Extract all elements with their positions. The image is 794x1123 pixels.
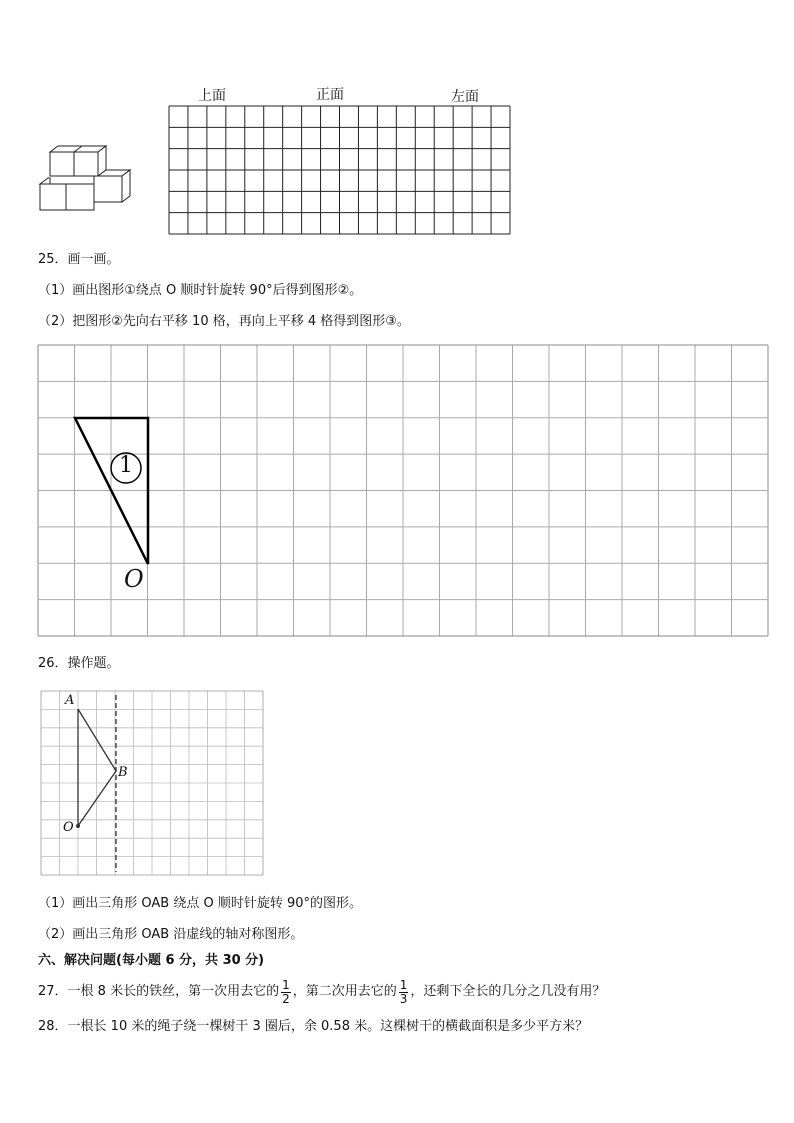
views-grid xyxy=(169,106,511,235)
q26-item2: （2）画出三角形 OAB 沿虚线的轴对称图形。 xyxy=(38,927,304,942)
point-a-label: A xyxy=(65,693,75,708)
triangle-oab xyxy=(41,691,264,876)
q26-title: 26．操作题。 xyxy=(38,656,120,671)
q27-frac1-num: 1 xyxy=(282,977,290,992)
point-b-label: B xyxy=(118,765,128,780)
q26-item1: （1）画出三角形 OAB 绕点 O 顺时针旋转 90°的图形。 xyxy=(38,896,363,911)
q27-fraction2 xyxy=(399,979,409,1006)
shape-number-label: 1 xyxy=(119,453,133,478)
q27-question xyxy=(38,974,605,1010)
q27-frac1-den: 2 xyxy=(282,991,290,1006)
q27-part1: 27．一根 8 米长的铁丝，第一次用去它的 xyxy=(38,984,280,999)
q27-fraction1 xyxy=(281,979,291,1006)
view-label-front: 正面 xyxy=(316,87,344,103)
q27-frac2-num: 1 xyxy=(399,977,408,992)
q25-item1: （1）画出图形①绕点 O 顺时针旋转 90°后得到图形②。 xyxy=(38,283,363,298)
cube-stack-figure xyxy=(38,140,138,220)
q27-part3: ，还剩下全长的几分之几没有用？ xyxy=(410,984,606,999)
point-o-label: O xyxy=(124,565,144,593)
view-label-top: 上面 xyxy=(198,88,226,104)
q25-item2: （2）把图形②先向右平移 10 格，再向上平移 4 格得到图形③。 xyxy=(38,314,410,329)
triangle-shape-1 xyxy=(38,345,769,637)
q27-frac2-den: 3 xyxy=(399,991,408,1006)
q27-part2: ，第二次用去它的 xyxy=(292,984,397,999)
view-label-left: 左面 xyxy=(451,89,479,105)
q25-title: 25．画一画。 xyxy=(38,252,120,267)
q28-question: 28．一根长 10 米的绳子绕一棵树干 3 圈后，余 0.58 米。这棵树干的横截面积是多少平方米？ xyxy=(38,1019,589,1034)
point-o26-label: O xyxy=(63,820,74,835)
section6-heading: 六、解决问题(每小题 6 分，共 30 分) xyxy=(38,953,265,968)
